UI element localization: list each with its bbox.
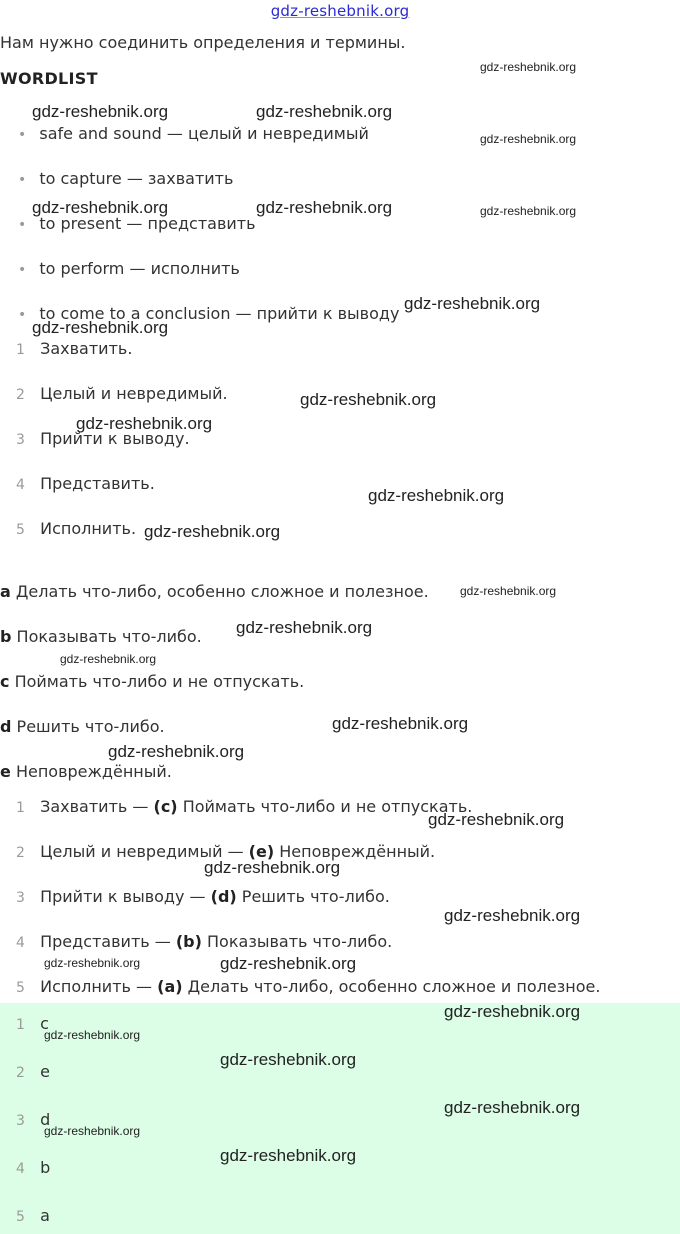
intro-text: Нам нужно соединить определения и термины.	[0, 33, 406, 52]
match-letter: (b)	[175, 932, 202, 951]
watermark: gdz-reshebnik.org	[480, 204, 577, 218]
watermark: gdz-reshebnik.org	[44, 956, 141, 970]
item-number: 4	[16, 477, 25, 493]
match-item	[16, 797, 472, 816]
watermark: gdz-reshebnik.org	[32, 102, 169, 121]
definition-letter: a	[0, 582, 11, 601]
definition-letter: c	[0, 672, 10, 691]
definition-item	[0, 627, 202, 646]
watermark: gdz-reshebnik.org	[144, 522, 281, 541]
item-number: 3	[16, 1113, 25, 1129]
watermark: gdz-reshebnik.org	[332, 714, 469, 733]
bullet-icon: •	[18, 217, 27, 233]
answer-value: a	[40, 1206, 50, 1225]
item-number: 3	[16, 432, 25, 448]
match-definition: Решить что-либо.	[236, 887, 390, 906]
item-number: 1	[16, 800, 25, 816]
match-letter: (a)	[157, 977, 183, 996]
site-title[interactable]: gdz-reshebnik.org	[270, 2, 410, 20]
watermark: gdz-reshebnik.org	[480, 60, 577, 74]
item-number: 4	[16, 1161, 25, 1177]
term-text: Целый и невредимый.	[40, 384, 228, 403]
watermark: gdz-reshebnik.org	[220, 1146, 357, 1165]
watermark: gdz-reshebnik.org	[108, 742, 245, 761]
answer-value: b	[40, 1158, 51, 1177]
watermark: gdz-reshebnik.org	[404, 294, 541, 313]
item-number: 2	[16, 845, 25, 861]
watermark: gdz-reshebnik.org	[444, 906, 581, 925]
match-definition: Делать что-либо, особенно сложное и полезное.	[182, 977, 601, 996]
term-text: Захватить.	[40, 339, 133, 358]
watermark: gdz-reshebnik.org	[76, 414, 213, 433]
definition-text: Показывать что-либо.	[16, 627, 202, 646]
wordlist-item	[18, 169, 233, 188]
watermark: gdz-reshebnik.org	[300, 390, 437, 409]
watermark: gdz-reshebnik.org	[44, 1124, 141, 1138]
match-item	[16, 977, 600, 996]
definition-item	[0, 717, 165, 736]
item-number: 1	[16, 342, 25, 358]
match-letter: (d)	[210, 887, 237, 906]
term-text: Прийти к выводу.	[40, 429, 190, 448]
match-definition: Поймать что-либо и не отпускать.	[177, 797, 473, 816]
bullet-icon: •	[18, 172, 27, 188]
answer-item	[16, 1206, 50, 1225]
match-item	[16, 887, 390, 906]
watermark: gdz-reshebnik.org	[44, 1028, 141, 1042]
answer-value: c	[40, 1014, 49, 1033]
definition-text: Неповреждённый.	[15, 762, 172, 781]
answer-value: d	[40, 1110, 51, 1129]
wordlist-item-text: to perform — исполнить	[39, 259, 240, 278]
watermark: gdz-reshebnik.org	[480, 132, 577, 146]
definition-text: Делать что-либо, особенно сложное и полезное.	[15, 582, 429, 601]
bullet-icon: •	[18, 127, 27, 143]
term-item	[16, 474, 155, 493]
match-definition: Показывать что-либо.	[201, 932, 393, 951]
answer-value: e	[40, 1062, 50, 1081]
item-number: 5	[16, 522, 25, 538]
match-letter: (e)	[248, 842, 275, 861]
term-text: Исполнить.	[40, 519, 137, 538]
item-number: 5	[16, 1209, 25, 1225]
answer-item	[16, 1062, 50, 1081]
definition-letter: d	[0, 717, 12, 736]
wordlist-item	[18, 124, 369, 143]
watermark: gdz-reshebnik.org	[204, 858, 341, 877]
term-item	[16, 339, 132, 358]
item-number: 5	[16, 980, 25, 996]
watermark: gdz-reshebnik.org	[460, 584, 557, 598]
match-term: Захватить —	[40, 797, 154, 816]
match-term: Целый и невредимый —	[40, 842, 249, 861]
watermark: gdz-reshebnik.org	[256, 198, 393, 217]
definition-letter: e	[0, 762, 11, 781]
definition-letter: b	[0, 627, 12, 646]
definition-item	[0, 582, 429, 601]
match-term: Представить —	[40, 932, 176, 951]
answer-item	[16, 1158, 50, 1177]
wordlist-item-text: to come to a conclusion — прийти к выводу	[39, 304, 400, 323]
definition-item	[0, 672, 304, 691]
watermark: gdz-reshebnik.org	[236, 618, 373, 637]
definition-text: Решить что-либо.	[16, 717, 165, 736]
wordlist-heading: WORDLIST	[0, 69, 98, 88]
match-term: Исполнить —	[40, 977, 158, 996]
bullet-icon: •	[18, 307, 27, 323]
watermark: gdz-reshebnik.org	[220, 1050, 357, 1069]
watermark: gdz-reshebnik.org	[444, 1098, 581, 1117]
watermark: gdz-reshebnik.org	[32, 198, 169, 217]
item-number: 3	[16, 890, 25, 906]
wordlist-item-text: to capture — захватить	[39, 169, 234, 188]
watermark: gdz-reshebnik.org	[32, 318, 169, 337]
watermark: gdz-reshebnik.org	[428, 810, 565, 829]
wordlist-item-text: to present — представить	[39, 214, 256, 233]
definition-item	[0, 762, 172, 781]
item-number: 1	[16, 1017, 25, 1033]
wordlist-item	[18, 259, 240, 278]
bullet-icon: •	[18, 262, 27, 278]
item-number: 2	[16, 1065, 25, 1081]
watermark: gdz-reshebnik.org	[256, 102, 393, 121]
match-definition: Неповреждённый.	[274, 842, 436, 861]
definition-text: Поймать что-либо и не отпускать.	[14, 672, 305, 691]
item-number: 4	[16, 935, 25, 951]
watermark: gdz-reshebnik.org	[368, 486, 505, 505]
item-number: 2	[16, 387, 25, 403]
term-text: Представить.	[40, 474, 155, 493]
term-item	[16, 384, 228, 403]
term-item	[16, 519, 136, 538]
match-item	[16, 932, 392, 951]
wordlist-item-text: safe and sound — целый и невредимый	[39, 124, 369, 143]
watermark: gdz-reshebnik.org	[444, 1002, 581, 1021]
watermark: gdz-reshebnik.org	[60, 652, 157, 666]
watermark: gdz-reshebnik.org	[220, 954, 357, 973]
match-letter: (c)	[153, 797, 178, 816]
match-term: Прийти к выводу —	[40, 887, 211, 906]
